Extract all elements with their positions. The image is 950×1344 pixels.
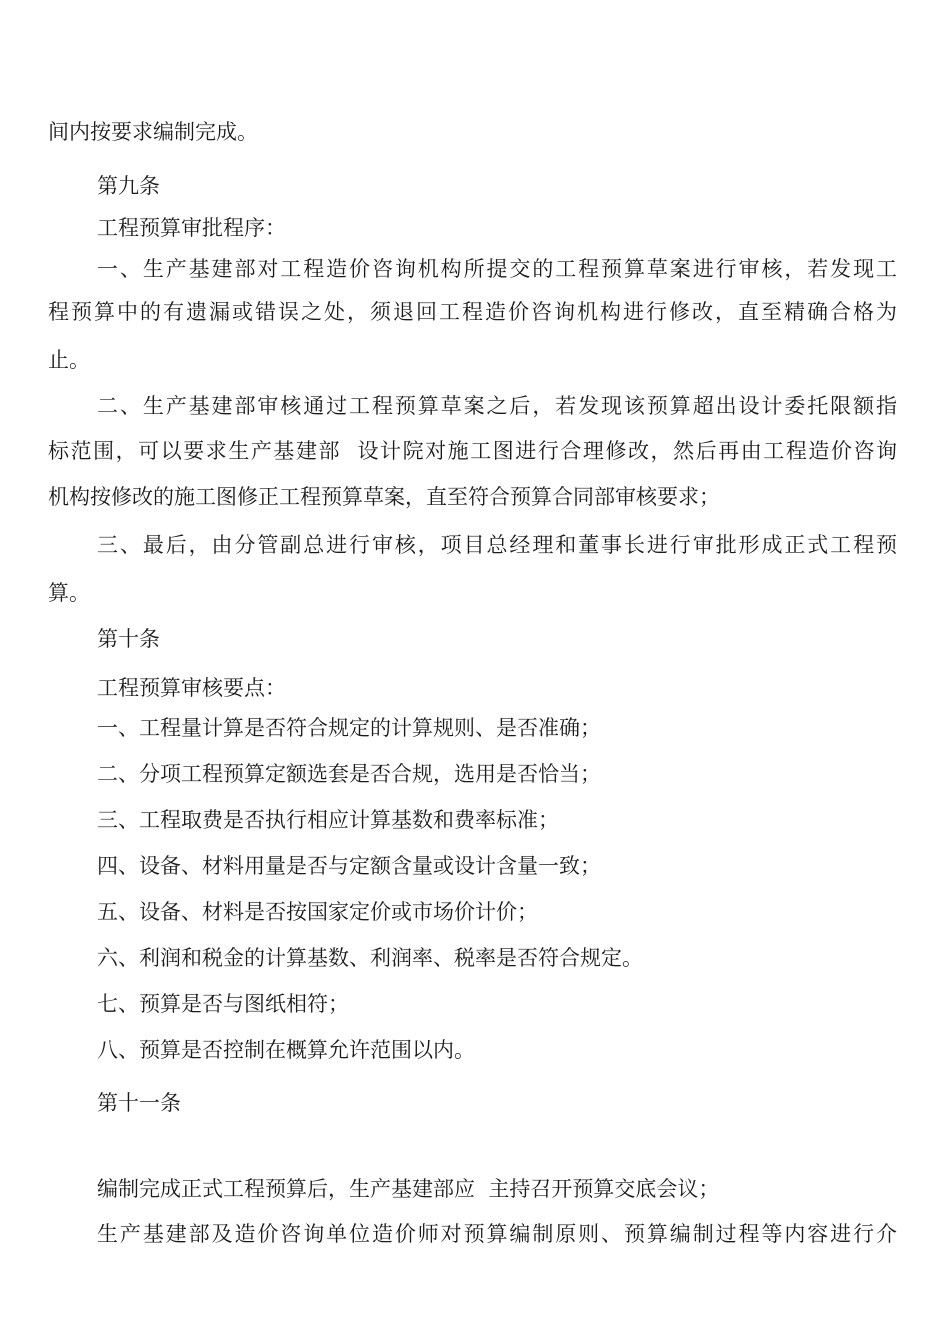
text-line: 算。	[48, 581, 90, 605]
text-line: 一、生产基建部对工程造价咨询机构所提交的工程预算草案进行审核，若发现工	[97, 257, 897, 281]
article-heading: 第十一条	[97, 1091, 181, 1115]
list-item: 四、设备、材料用量是否与定额含量或设计含量一致；	[97, 854, 601, 878]
text-line: 机构按修改的施工图修正工程预算草案，直至符合预算合同部审核要求；	[48, 485, 720, 509]
text-line: 标范围，可以要求生产基建部 设计院对施工图进行合理修改，然后再由工程造价咨询	[48, 439, 897, 463]
text-line: 编制完成正式工程预算后，生产基建部应 主持召开预算交底会议；	[97, 1177, 720, 1201]
list-item: 三、工程取费是否执行相应计算基数和费率标准；	[97, 808, 559, 832]
list-item: 六、利润和税金的计算基数、利润率、税率是否符合规定。	[97, 946, 643, 970]
text-line: 间内按要求编制完成。	[48, 120, 258, 144]
text-line: 止。	[48, 348, 90, 372]
article-heading: 第十条	[97, 627, 160, 651]
list-item: 五、设备、材料是否按国家定价或市场价计价；	[97, 900, 538, 924]
list-item: 七、预算是否与图纸相符；	[97, 992, 349, 1016]
section-heading: 工程预算审核要点：	[97, 676, 286, 700]
text-line: 二、生产基建部审核通过工程预算草案之后，若发现该预算超出设计委托限额指	[97, 394, 897, 418]
text-line: 三、最后，由分管副总进行审核，项目总经理和董事长进行审批形成正式工程预	[97, 533, 897, 557]
text-line: 生产基建部及造价咨询单位造价师对预算编制原则、预算编制过程等内容进行介	[97, 1222, 897, 1246]
section-heading: 工程预算审批程序：	[97, 216, 286, 240]
list-item: 二、分项工程预算定额选套是否合规，选用是否恰当；	[97, 762, 601, 786]
text-line: 程预算中的有遗漏或错误之处，须退回工程造价咨询机构进行修改，直至精确合格为	[48, 300, 897, 324]
list-item: 一、工程量计算是否符合规定的计算规则、是否准确；	[97, 716, 601, 740]
article-heading: 第九条	[97, 174, 160, 198]
list-item: 八、预算是否控制在概算允许范围以内。	[97, 1038, 475, 1062]
